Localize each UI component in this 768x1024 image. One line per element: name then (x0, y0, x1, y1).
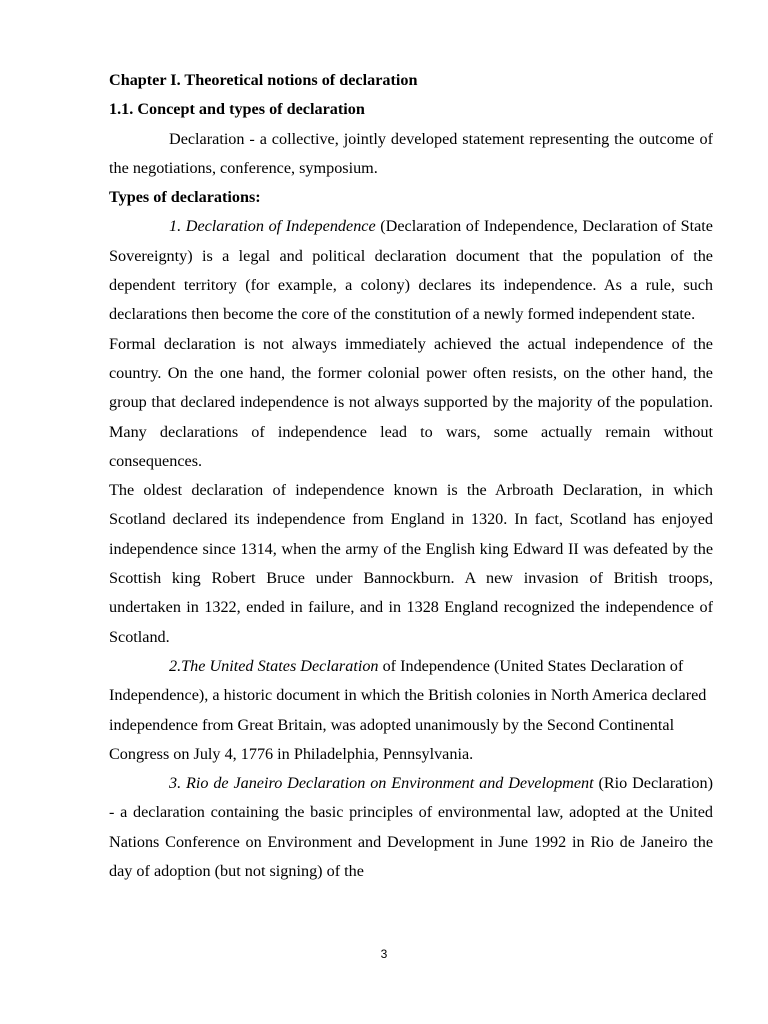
types-heading: Types of declarations: (109, 188, 261, 207)
formal-declaration-paragraph: Formal declaration is not always immediately achieved the actual independence of the country. On the one hand, the former colonial power often resists, on the other hand, the group that declared independence is not always supported by the majority of the population. Many declarations of independence lead to wars, some actually remain without consequences. (109, 334, 713, 470)
definition-paragraph: Declaration - a collective, jointly developed statement representing the outcome of the negotiations, conference, symposium. (109, 129, 713, 177)
item3-text: (Rio Declaration) - a declaration containing the basic principles of environmental law, adopted at the United Nations Conference on Environment and Development in June 1992 in Rio de Janeiro the day of adoption (but not signing) of the (109, 774, 714, 881)
document-page (109, 66, 713, 886)
item-rio-declaration (109, 769, 713, 886)
item-us-declaration (109, 652, 713, 769)
section-title: 1.1. Concept and types of declaration (109, 100, 365, 119)
oldest-declaration-paragraph: The oldest declaration of independence known is the Arbroath Declaration, in which Scotland declared its independence from England in 1320. In fact, Scotland has enjoyed independence since 1314, when the army of the English king Edward II was defeated by the Scottish king Robert Bruce under Bannockburn. A new invasion of British troops, undertaken in 1322, ended in failure, and in 1328 England recognized the independence of Scotland. (109, 481, 713, 646)
item-declaration-of-independence (109, 212, 713, 329)
item3-title: 3. Rio de Janeiro Declaration on Environment and Development (169, 774, 594, 793)
page-number: 3 (380, 947, 388, 961)
item2-text: of Independence (United States Declaration of Independence), a historic document in which the British colonies in North America declared independence from Great Britain, was adopted unanimously by the Second Continental Congress on July 4, 1776 in Philadelphia, Pennsylvania. (109, 656, 707, 763)
item2-title: 2.The United States Declaration (169, 656, 379, 675)
item1-title: 1. Declaration of Independence (169, 217, 376, 236)
item1-text: (Declaration of Independence, Declaration of State Sovereignty) is a legal and political declaration document that the population of the dependent territory (for example, a colony) declares its independence. As a rule, such declarations then become the core of the constitution of a newly formed independent state. (109, 217, 713, 324)
chapter-title: Chapter I. Theoretical notions of declaration (109, 71, 418, 89)
